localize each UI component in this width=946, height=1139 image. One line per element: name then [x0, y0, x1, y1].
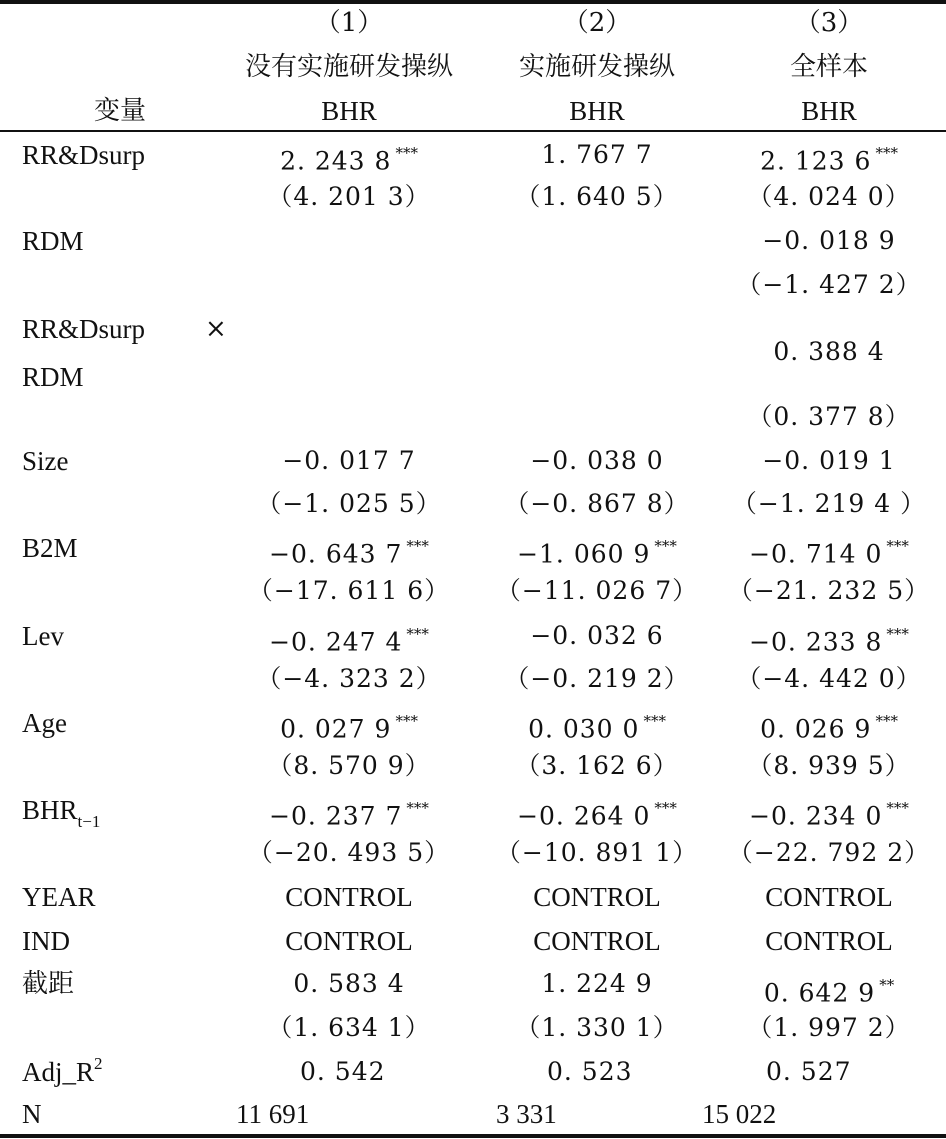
cell: 0. 026 9 ***	[760, 712, 898, 744]
cell: 0. 527	[766, 1057, 852, 1086]
cell: −0. 233 8 ***	[749, 625, 909, 657]
row-label-n: N	[22, 1099, 42, 1129]
col2-number: （2）	[562, 8, 632, 38]
row-label-year: YEAR	[22, 882, 96, 912]
tstat-cell: （−0. 219 2）	[504, 664, 690, 693]
tstat-cell: （8. 570 9）	[267, 751, 431, 780]
tstat-cell: （8. 939 5）	[747, 751, 911, 780]
cell: −0. 714 0 ***	[749, 537, 909, 569]
top-rule	[0, 0, 946, 4]
tstat-cell: （−22. 792 2）	[727, 838, 931, 867]
row-label-age: Age	[22, 708, 67, 738]
cell: −0. 234 0 ***	[749, 799, 909, 831]
col3-depvar: BHR	[801, 96, 857, 126]
cell: −0. 237 7 ***	[269, 799, 429, 831]
row-label-size: Size	[22, 446, 69, 476]
cell: 2. 123 6 ***	[760, 144, 898, 176]
row-label-interaction-2: RDM	[22, 362, 84, 392]
cell: CONTROL	[765, 926, 893, 956]
cell: 3 331	[496, 1099, 557, 1129]
cell: −0. 017 7	[282, 446, 416, 475]
cell: −0. 264 0 ***	[517, 799, 677, 831]
tstat-cell: （−1. 219 4 ）	[731, 489, 927, 518]
cell: 0. 388 4	[773, 337, 885, 366]
cell: CONTROL	[533, 882, 661, 912]
cell: −0. 247 4 ***	[269, 625, 429, 657]
col3-number: （3）	[794, 8, 864, 38]
row-label-rdm: RDM	[22, 226, 84, 256]
row-label-interaction: RR&Dsurp	[22, 314, 146, 344]
cell: 0. 583 4	[293, 969, 405, 998]
cell: −0. 019 1	[762, 446, 896, 475]
tstat-cell: （0. 377 8）	[747, 402, 911, 431]
tstat-cell: （−1. 025 5）	[256, 489, 442, 518]
cell: 0. 523	[547, 1057, 633, 1086]
row-label-adj-r2: $Adj\_R^2$	[22, 1054, 103, 1087]
row-label-rrdsurp: RR&Dsurp	[22, 140, 146, 170]
tstat-cell: （1. 330 1）	[515, 1013, 679, 1042]
tstat-cell: （−17. 611 6）	[247, 576, 451, 605]
tstat-cell: （−4. 323 2）	[256, 664, 442, 693]
row-label-ind: IND	[22, 926, 70, 956]
cell: CONTROL	[285, 882, 413, 912]
tstat-cell: （1. 634 1）	[267, 1013, 431, 1042]
tstat-cell: （−1. 427 2）	[736, 270, 922, 299]
cell: −0. 018 9	[762, 226, 896, 255]
variable-header: 变量	[94, 96, 147, 126]
col1-depvar: BHR	[321, 96, 377, 126]
cell: 0. 542	[300, 1057, 386, 1086]
cell: CONTROL	[765, 882, 893, 912]
tstat-cell: （4. 201 3）	[267, 182, 431, 211]
tstat-cell: （3. 162 6）	[515, 751, 679, 780]
tstat-cell: （−0. 867 8）	[504, 489, 690, 518]
row-label-intercept: 截距	[22, 969, 75, 999]
tstat-cell: （−21. 232 5）	[727, 576, 931, 605]
col1-number: （1）	[314, 8, 384, 38]
cell: −0. 643 7 ***	[269, 537, 429, 569]
tstat-cell: （−4. 442 0）	[736, 664, 922, 693]
row-label-bhr-lag: $BHR_{t-1}$	[22, 795, 101, 831]
cell: 0. 027 9 ***	[280, 712, 418, 744]
cell: 1. 224 9	[541, 969, 653, 998]
cell: −1. 060 9 ***	[517, 537, 677, 569]
tstat-cell: （1. 640 5）	[515, 182, 679, 211]
cell: −0. 038 0	[530, 446, 664, 475]
cell: 0. 642 9 **	[763, 976, 895, 1008]
cell: 2. 243 8 ***	[280, 144, 418, 176]
header-rule	[0, 130, 946, 132]
tstat-cell: （−10. 891 1）	[495, 838, 699, 867]
tstat-cell: （1. 997 2）	[747, 1013, 911, 1042]
tstat-cell: （−20. 493 5）	[247, 838, 451, 867]
row-label-lev: Lev	[22, 621, 64, 651]
cell: 1. 767 7	[541, 140, 653, 169]
times-sign: ×	[205, 314, 227, 344]
col2-title: 实施研发操纵	[518, 52, 675, 82]
bottom-rule	[0, 1134, 946, 1138]
col2-depvar: BHR	[569, 96, 625, 126]
cell: 0. 030 0 ***	[528, 712, 666, 744]
cell: 15 022	[702, 1099, 777, 1129]
col1-title: 没有实施研发操纵	[244, 52, 453, 82]
cell: CONTROL	[285, 926, 413, 956]
tstat-cell: （−11. 026 7）	[495, 576, 699, 605]
cell: −0. 032 6	[530, 621, 664, 650]
cell: 11 691	[236, 1099, 310, 1129]
cell: CONTROL	[533, 926, 661, 956]
col3-title: 全样本	[789, 52, 868, 82]
row-label-b2m: B2M	[22, 533, 78, 563]
tstat-cell: （4. 024 0）	[747, 182, 911, 211]
